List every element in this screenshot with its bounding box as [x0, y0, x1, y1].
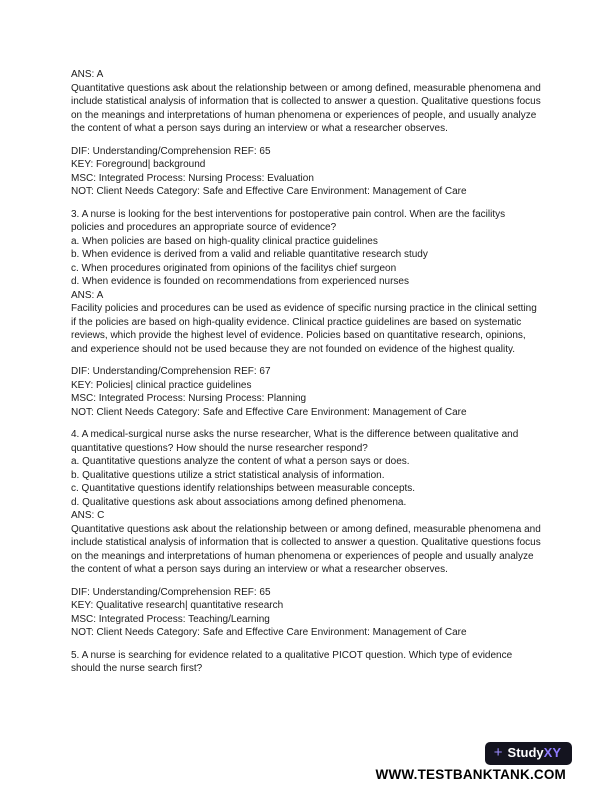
option-b: b. Qualitative questions utilize a strict statistical analysis of information. [71, 469, 385, 481]
meta-msc: MSC: Integrated Process: Nursing Process: Evaluation [71, 172, 314, 184]
option-a: a. Quantitative questions analyze the content of what a person says or does. [71, 456, 410, 467]
question-stem: 4. A medical-surgical nurse asks the nurse researcher, What is the difference between qualitative and quantitative questions? How should the nurse researcher respond? [71, 429, 519, 454]
option-c: c. When procedures originated from opinions of the facilitys chief surgeon [71, 262, 397, 274]
meta-key: KEY: Foreground| background [71, 159, 206, 170]
meta-key: KEY: Qualitative research| quantitative research [71, 600, 284, 611]
question-stem: 3. A nurse is looking for the best interventions for postoperative pain control. When are the facilitys policies and procedures an appropriate source of evidence? [71, 208, 506, 233]
plus-icon: + [493, 744, 503, 762]
option-c: c. Quantitative questions identify relationships between measurable concepts. [71, 483, 416, 494]
meta-block-2 [71, 365, 541, 419]
brand-study: Study [507, 745, 544, 760]
meta-block-3 [71, 586, 541, 640]
document-content [71, 68, 541, 685]
brand-xy: XY [543, 745, 561, 760]
meta-msc: MSC: Integrated Process: Nursing Process: Planning [71, 393, 307, 404]
meta-msc: MSC: Integrated Process: Teaching/Learning [71, 613, 270, 625]
website-url: WWW.TESTBANKTANK.COM [375, 767, 566, 782]
option-d: d. When evidence is founded on recommendations from experienced nurses [71, 276, 409, 287]
question-4 [71, 428, 541, 577]
rationale-text: Quantitative questions ask about the relationship between or among defined, measurable phenomena and include statistical analysis of information that is collected to answer a question. Qualitative questions focus on the meanings and interpretations of human phenomena or experiences of people, and usually analyze the content of what a person says during an interview or what a researcher observes. [71, 82, 541, 134]
meta-dif: DIF: Understanding/Comprehension REF: 65 [71, 145, 271, 157]
meta-not: NOT: Client Needs Category: Safe and Effective Care Environment: Management of Care [71, 186, 467, 197]
answer-label: ANS: C [71, 510, 105, 521]
question-stem: 5. A nurse is searching for evidence related to a qualitative PICOT question. Which type of evidence should the nurse search first? [71, 649, 513, 674]
answer-label: ANS: A [71, 289, 104, 301]
meta-not: NOT: Client Needs Category: Safe and Effective Care Environment: Management of Care [71, 627, 467, 638]
studyxy-logo [485, 742, 572, 765]
brand-text [508, 746, 561, 760]
question-5 [71, 649, 541, 676]
answer-label: ANS: A [71, 69, 104, 80]
question-3 [71, 208, 541, 357]
rationale-text: Facility policies and procedures can be used as evidence of specific nursing practice in the clinical setting if the policies are based on high-quality evidence. Clinical practice guidelines are based on systematic reviews, which provide the highest level of evidence. Policies based on quantitative research, opinions, and experience should not be used because they are not founded on evidence of the highest quality. [71, 303, 537, 355]
meta-block-1 [71, 145, 541, 199]
option-b: b. When evidence is derived from a valid and reliable quantitative research study [71, 249, 428, 260]
option-a: a. When policies are based on high-quality clinical practice guidelines [71, 235, 378, 247]
option-d: d. Qualitative questions ask about associations among defined phenomena. [71, 496, 407, 508]
meta-dif: DIF: Understanding/Comprehension REF: 67 [71, 366, 271, 377]
answer-block-2 [71, 68, 541, 136]
meta-dif: DIF: Understanding/Comprehension REF: 65 [71, 586, 271, 598]
meta-key: KEY: Policies| clinical practice guidelines [71, 379, 252, 391]
rationale-text: Quantitative questions ask about the relationship between or among defined, measurable phenomena and include statistical analysis of information that is collected to answer a question. Qualitative questions focus on the meanings and interpretations of human phenomena or experiences of people and usually analyze the content of what a person says during an interview or what a researcher observes. [71, 523, 541, 575]
meta-not: NOT: Client Needs Category: Safe and Effective Care Environment: Management of Care [71, 406, 467, 418]
